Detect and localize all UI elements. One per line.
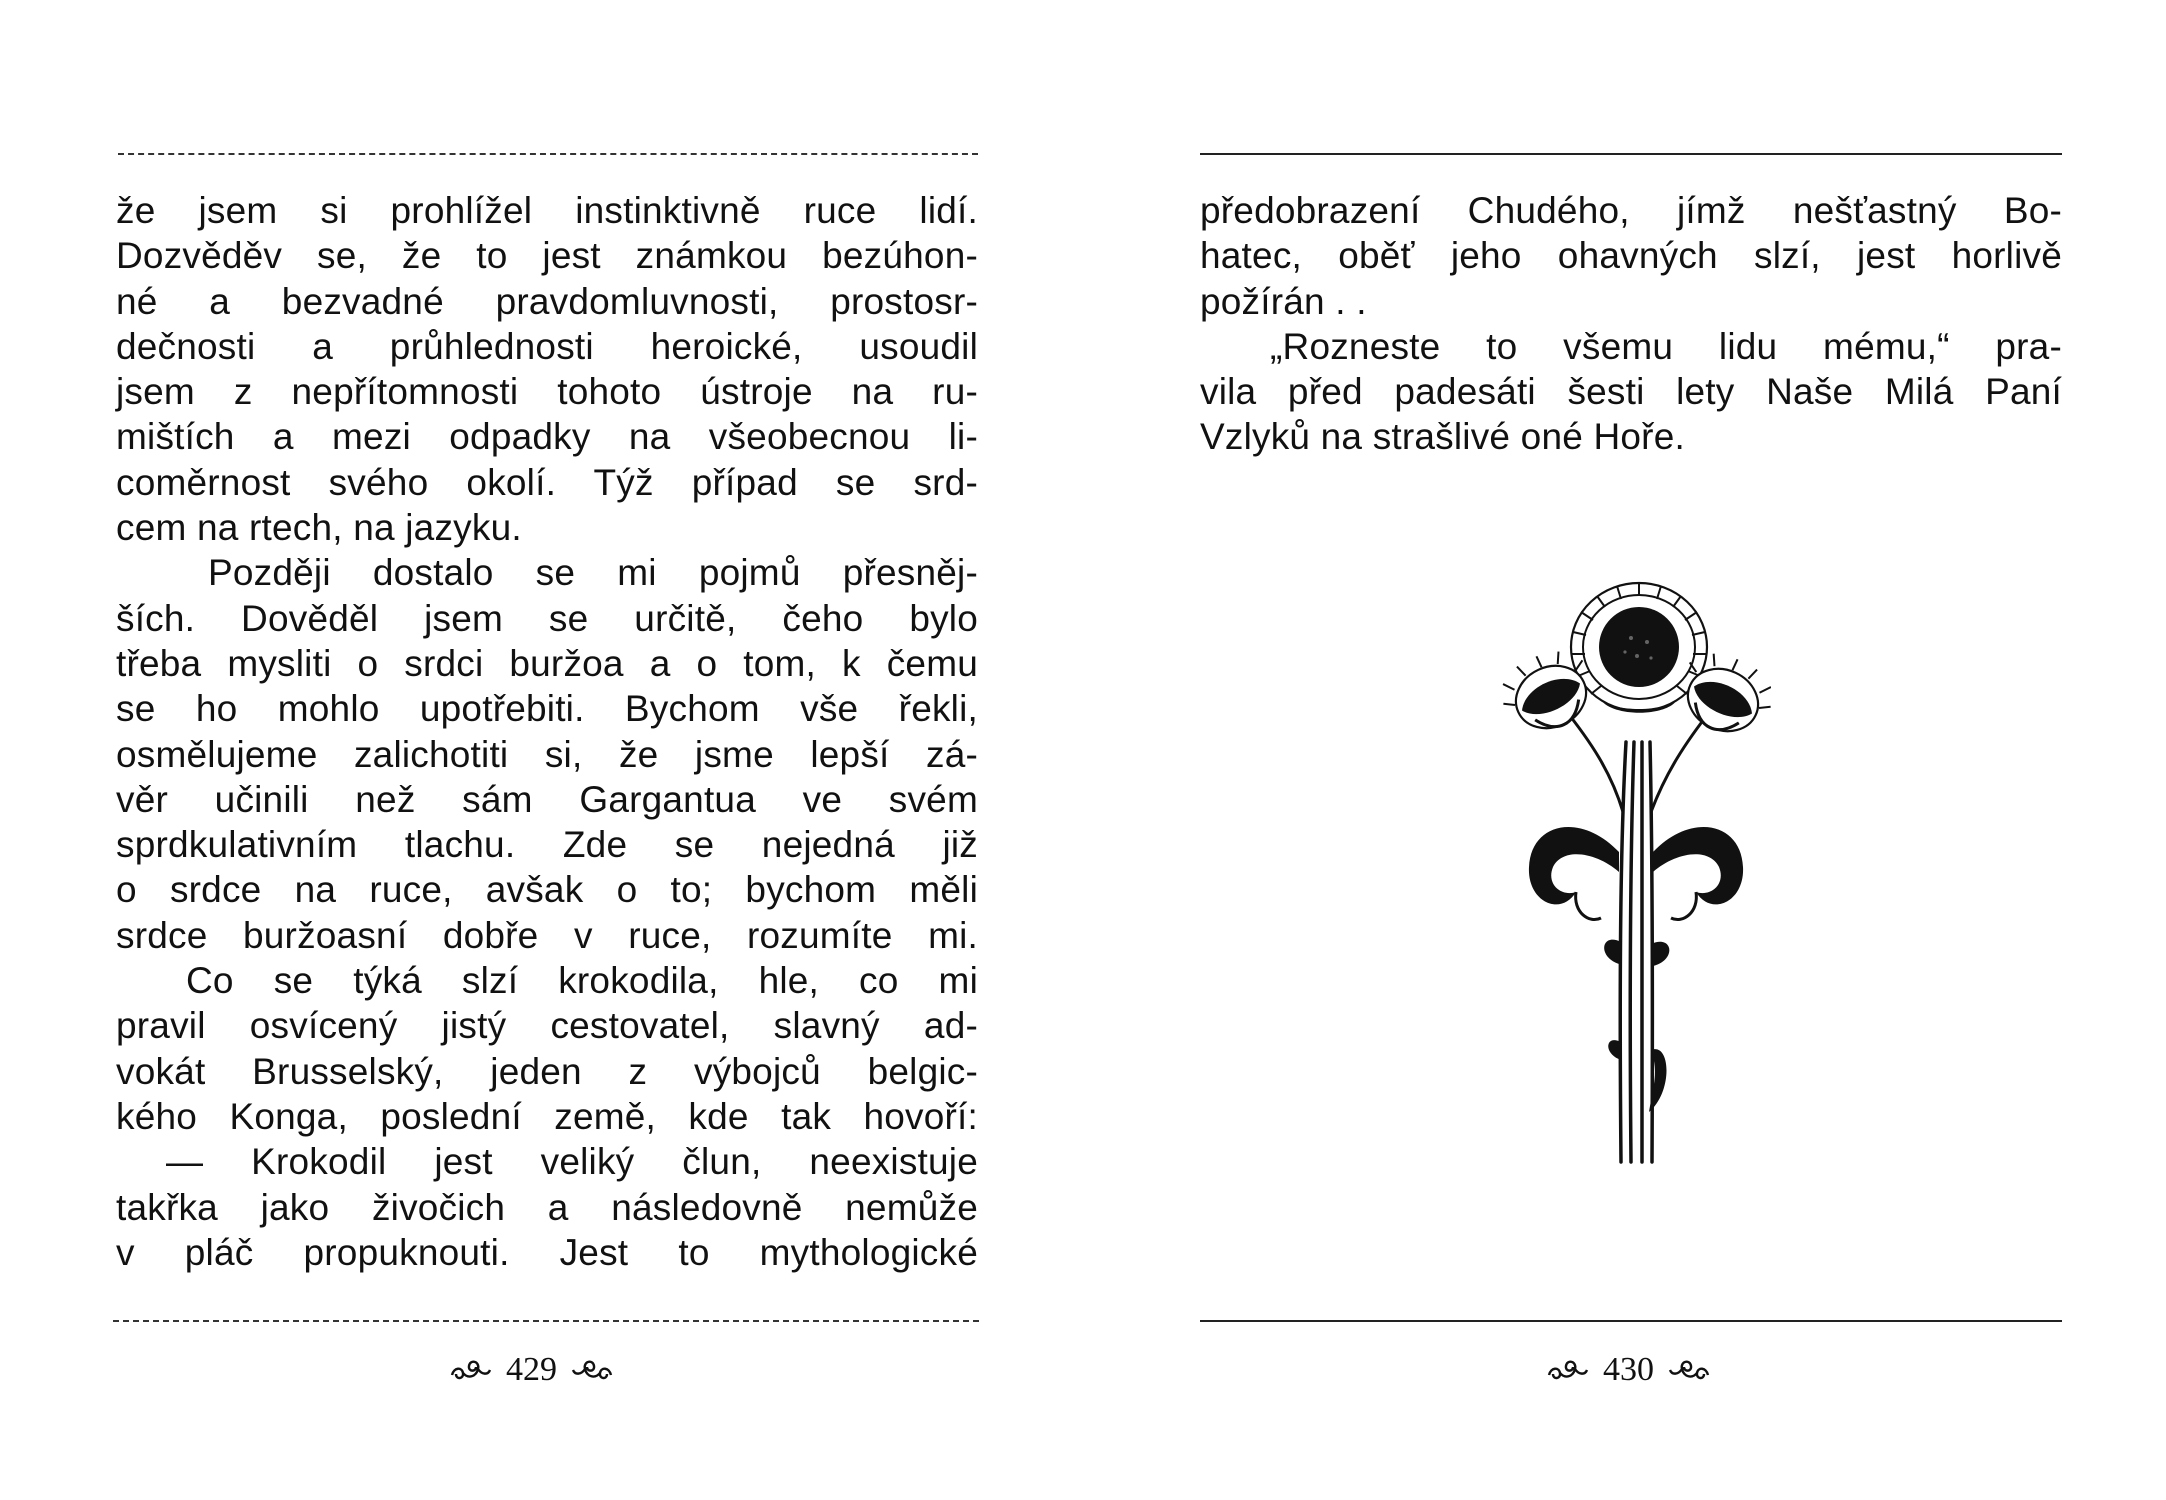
text-line: Dozvěděv se, že to jest známkou bezúhon-	[116, 235, 978, 277]
text-line: třeba mysliti o srdci buržoa a o tom, k čemu	[116, 642, 978, 684]
right-leaf	[1653, 827, 1743, 920]
main-flower	[1571, 583, 1707, 713]
text-line: věr učinili než sám Gargantua ve svém	[116, 778, 978, 820]
text-line: sprdkulativním tlachu. Zde se nejedná již	[116, 824, 978, 866]
text-line: vokát Brusselský, jeden z výbojců belgic-	[116, 1050, 978, 1092]
text-line: Co se týká slzí krokodila, hle, co mi	[186, 960, 978, 1002]
page-number: 430	[1603, 1351, 1654, 1388]
text-line: že jsem si prohlížel instinktivně ruce lidí.	[116, 190, 978, 231]
right-scroll-ornament-icon	[1668, 1355, 1712, 1385]
right-page-text	[1200, 188, 2062, 460]
text-line: mištích a mezi odpadky na všeobecnou li-	[116, 416, 978, 458]
text-line: Vzlyků na strašlivé oné Hoře.	[1200, 416, 1685, 458]
left-page-text	[116, 188, 978, 1275]
bottom-rule	[1200, 1320, 2062, 1322]
text-line: — Krokodil jest veliký člun, neexistuje	[166, 1141, 978, 1183]
text-line: vila před padesáti šesti lety Naše Milá Paní	[1200, 371, 2062, 413]
text-line: cem na rtech, na jazyku.	[116, 507, 522, 549]
page-number-block	[448, 1350, 615, 1390]
left-leaf	[1529, 827, 1619, 920]
page-number: 429	[506, 1351, 557, 1388]
page-number-block	[1545, 1350, 1712, 1390]
text-line: Později dostalo se mi pojmů přesněj-	[208, 552, 978, 594]
text-line: jsem z nepřítomnosti tohoto ústroje na ru-	[116, 371, 978, 413]
top-rule	[1200, 153, 2062, 155]
text-line: se ho mohlo upotřebiti. Bychom vše řekli,	[116, 688, 978, 730]
text-line: osmělujeme zalichotiti si, že jsme lepší zá-	[116, 733, 978, 775]
bottom-rule	[113, 1320, 979, 1322]
text-line: „Rozneste to všemu lidu mému,“ pra-	[1270, 325, 2062, 367]
top-rule	[118, 153, 978, 155]
text-line: ších. Dověděl jsem se určitě, čeho bylo	[116, 597, 978, 639]
text-line: coměrnost svého okolí. Týž případ se srd-	[116, 461, 978, 503]
right-scroll-ornament-icon	[571, 1355, 615, 1385]
text-line: v pláč propuknouti. Jest to mythologické	[116, 1231, 978, 1273]
text-line: požírán . .	[1200, 280, 1367, 322]
text-line: kého Konga, poslední země, kde tak hovoří:	[116, 1095, 978, 1137]
sunflower-ornament-icon	[1501, 572, 1771, 1172]
text-line: né a bezvadné pravdomluvnosti, prostosr-	[116, 280, 978, 322]
text-line: dečnosti a průhlednosti heroické, usoudil	[116, 325, 978, 367]
right-page	[1083, 0, 2166, 1500]
left-scroll-ornament-icon	[448, 1355, 492, 1385]
text-line: pravil osvícený jistý cestovatel, slavný ad-	[116, 1005, 978, 1047]
text-line: hatec, oběť jeho ohavných slzí, jest horlivě	[1200, 235, 2062, 277]
text-line: takřka jako živočich a následovně nemůže	[116, 1186, 978, 1228]
left-scroll-ornament-icon	[1545, 1355, 1589, 1385]
text-line: o srdce na ruce, avšak o to; bychom měli	[116, 869, 978, 911]
text-line: srdce buržoasní dobře v ruce, rozumíte mi.	[116, 914, 978, 956]
text-line: předobrazení Chudého, jímž nešťastný Bo-	[1200, 190, 2062, 231]
